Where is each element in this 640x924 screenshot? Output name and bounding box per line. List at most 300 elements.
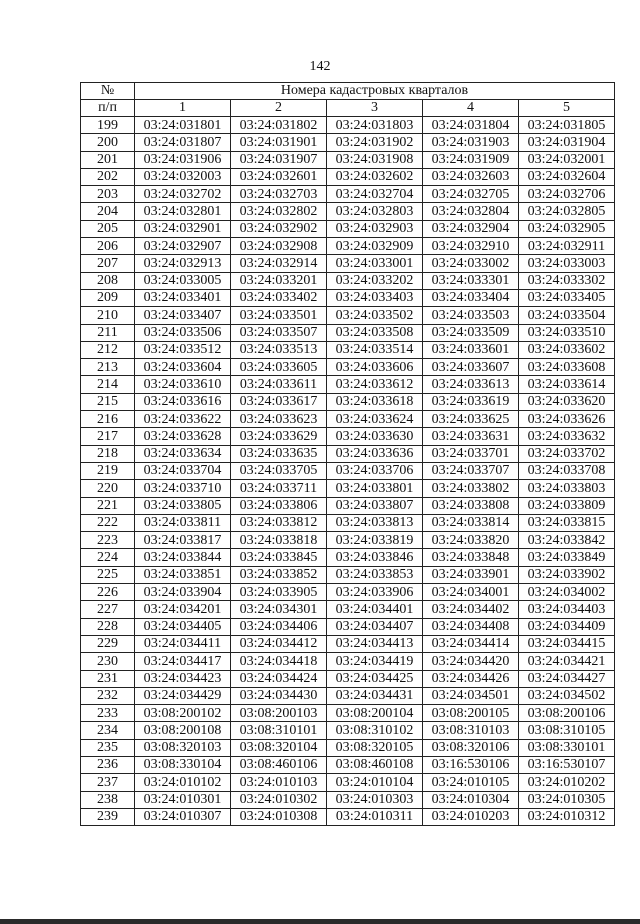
cadastral-quarter-cell: 03:24:032603 — [423, 168, 519, 185]
table-row — [81, 618, 615, 635]
table-row — [81, 514, 615, 531]
row-number: 218 — [81, 445, 135, 462]
cadastral-quarter-cell: 03:24:034412 — [231, 635, 327, 652]
cadastral-quarter-cell: 03:24:032703 — [231, 186, 327, 203]
cadastral-quarter-cell: 03:24:033805 — [135, 497, 231, 514]
table-row — [81, 722, 615, 739]
cadastral-quarter-cell: 03:24:033401 — [135, 289, 231, 306]
table-row — [81, 117, 615, 134]
cadastral-quarter-cell: 03:24:031805 — [519, 117, 615, 134]
cadastral-quarter-cell: 03:24:033508 — [327, 324, 423, 341]
cadastral-quarter-cell: 03:24:033819 — [327, 532, 423, 549]
cadastral-quarter-cell: 03:24:033636 — [327, 445, 423, 462]
table-row — [81, 220, 615, 237]
cadastral-quarter-cell: 03:24:032803 — [327, 203, 423, 220]
table-row — [81, 445, 615, 462]
row-number: 201 — [81, 151, 135, 168]
cadastral-quarter-cell: 03:24:033815 — [519, 514, 615, 531]
cadastral-quarter-cell: 03:24:010311 — [327, 808, 423, 825]
cadastral-quarter-cell: 03:24:033707 — [423, 462, 519, 479]
cadastral-quarter-cell: 03:08:310105 — [519, 722, 615, 739]
cadastral-quarter-cell: 03:24:033513 — [231, 341, 327, 358]
row-number: 222 — [81, 514, 135, 531]
cadastral-quarter-cell: 03:24:033631 — [423, 428, 519, 445]
cadastral-quarter-cell: 03:24:034423 — [135, 670, 231, 687]
cadastral-quarter-cell: 03:24:010307 — [135, 808, 231, 825]
cadastral-quarter-cell: 03:24:033708 — [519, 462, 615, 479]
cadastral-quarter-cell: 03:24:033701 — [423, 445, 519, 462]
cadastral-quarter-cell: 03:24:010312 — [519, 808, 615, 825]
table-row — [81, 272, 615, 289]
cadastral-quarter-cell: 03:24:033512 — [135, 341, 231, 358]
table-row — [81, 532, 615, 549]
cadastral-quarter-cell: 03:08:320104 — [231, 739, 327, 756]
table-row — [81, 566, 615, 583]
cadastral-quarter-cell: 03:24:033502 — [327, 307, 423, 324]
cadastral-quarter-cell: 03:24:033626 — [519, 411, 615, 428]
row-number: 229 — [81, 635, 135, 652]
cadastral-quarter-cell: 03:24:031803 — [327, 117, 423, 134]
cadastral-quarter-cell: 03:24:033814 — [423, 514, 519, 531]
cadastral-quarter-cell: 03:24:034002 — [519, 584, 615, 601]
row-number: 206 — [81, 238, 135, 255]
cadastral-quarter-cell: 03:24:034430 — [231, 687, 327, 704]
cadastral-quarter-cell: 03:24:033619 — [423, 393, 519, 410]
cadastral-quarter-cell: 03:24:032910 — [423, 238, 519, 255]
cadastral-quarter-cell: 03:24:033501 — [231, 307, 327, 324]
cadastral-quarter-cell: 03:24:034427 — [519, 670, 615, 687]
cadastral-quarter-cell: 03:24:031909 — [423, 151, 519, 168]
cadastral-quarter-cell: 03:24:034405 — [135, 618, 231, 635]
cadastral-quarter-cell: 03:24:033622 — [135, 411, 231, 428]
cadastral-quarter-cell: 03:24:033507 — [231, 324, 327, 341]
cadastral-quarter-cell: 03:24:033623 — [231, 411, 327, 428]
cadastral-quarter-cell: 03:24:032706 — [519, 186, 615, 203]
cadastral-quarter-cell: 03:24:033702 — [519, 445, 615, 462]
cadastral-quarter-cell: 03:24:010302 — [231, 791, 327, 808]
cadastral-quarter-cell: 03:24:033801 — [327, 480, 423, 497]
cadastral-quarter-cell: 03:24:032001 — [519, 151, 615, 168]
row-number: 224 — [81, 549, 135, 566]
row-number: 231 — [81, 670, 135, 687]
row-number: 209 — [81, 289, 135, 306]
cadastral-quarter-cell: 03:24:032604 — [519, 168, 615, 185]
cadastral-quarter-cell: 03:24:032805 — [519, 203, 615, 220]
cadastral-quarter-cell: 03:24:034417 — [135, 653, 231, 670]
cadastral-quarter-cell: 03:24:010103 — [231, 774, 327, 791]
cadastral-quarter-cell: 03:24:031802 — [231, 117, 327, 134]
header-number-bottom: п/п — [81, 100, 135, 117]
cadastral-quarter-cell: 03:24:033402 — [231, 289, 327, 306]
cadastral-quarter-cell: 03:24:032914 — [231, 255, 327, 272]
cadastral-quarter-cell: 03:24:034414 — [423, 635, 519, 652]
cadastral-quarter-cell: 03:24:033617 — [231, 393, 327, 410]
row-number: 220 — [81, 480, 135, 497]
cadastral-quarter-cell: 03:24:010304 — [423, 791, 519, 808]
header-number-top: № — [81, 83, 135, 100]
table-row — [81, 411, 615, 428]
cadastral-quarter-cell: 03:24:031906 — [135, 151, 231, 168]
cadastral-quarter-cell: 03:24:034502 — [519, 687, 615, 704]
cadastral-quarter-cell: 03:24:033407 — [135, 307, 231, 324]
table-row — [81, 462, 615, 479]
cadastral-quarter-cell: 03:24:034421 — [519, 653, 615, 670]
cadastral-quarter-cell: 03:24:034429 — [135, 687, 231, 704]
cadastral-quarter-cell: 03:24:033613 — [423, 376, 519, 393]
cadastral-quarter-cell: 03:24:033614 — [519, 376, 615, 393]
cadastral-quarter-cell: 03:24:034424 — [231, 670, 327, 687]
row-number: 236 — [81, 756, 135, 773]
cadastral-quarter-cell: 03:24:033812 — [231, 514, 327, 531]
cadastral-quarter-cell: 03:24:032904 — [423, 220, 519, 237]
cadastral-quarter-cell: 03:24:032801 — [135, 203, 231, 220]
row-number: 228 — [81, 618, 135, 635]
table-body — [81, 117, 615, 826]
cadastral-quarter-cell: 03:24:033817 — [135, 532, 231, 549]
cadastral-quarter-cell: 03:24:010303 — [327, 791, 423, 808]
table-header — [81, 83, 615, 117]
cadastral-quarter-cell: 03:24:033901 — [423, 566, 519, 583]
cadastral-quarter-cell: 03:24:031907 — [231, 151, 327, 168]
cadastral-quarter-cell: 03:24:033504 — [519, 307, 615, 324]
cadastral-quarter-cell: 03:24:032905 — [519, 220, 615, 237]
cadastral-quarter-cell: 03:08:460108 — [327, 756, 423, 773]
cadastral-quarter-cell: 03:24:033616 — [135, 393, 231, 410]
cadastral-quarter-cell: 03:08:200103 — [231, 705, 327, 722]
cadastral-quarter-cell: 03:24:034406 — [231, 618, 327, 635]
cadastral-quarter-cell: 03:24:034431 — [327, 687, 423, 704]
row-number: 214 — [81, 376, 135, 393]
cadastral-quarter-cell: 03:24:033605 — [231, 359, 327, 376]
cadastral-quarter-cell: 03:24:032902 — [231, 220, 327, 237]
cadastral-quarter-cell: 03:08:460106 — [231, 756, 327, 773]
cadastral-quarter-cell: 03:24:033628 — [135, 428, 231, 445]
cadastral-quarter-cell: 03:24:033852 — [231, 566, 327, 583]
header-column-2: 2 — [231, 100, 327, 117]
cadastral-quarter-cell: 03:24:034426 — [423, 670, 519, 687]
cadastral-quarter-cell: 03:24:033509 — [423, 324, 519, 341]
page-number: 142 — [309, 59, 331, 74]
cadastral-quarter-cell: 03:24:034411 — [135, 635, 231, 652]
cadastral-quarter-cell: 03:24:033403 — [327, 289, 423, 306]
row-number: 215 — [81, 393, 135, 410]
cadastral-quarter-cell: 03:08:320106 — [423, 739, 519, 756]
header-group-title: Номера кадастровых кварталов — [135, 83, 615, 100]
cadastral-quarter-cell: 03:16:530107 — [519, 756, 615, 773]
header-column-3: 3 — [327, 100, 423, 117]
cadastral-quarter-cell: 03:24:033630 — [327, 428, 423, 445]
table-row — [81, 428, 615, 445]
cadastral-quarter-cell: 03:24:033820 — [423, 532, 519, 549]
row-number: 223 — [81, 532, 135, 549]
table-row — [81, 168, 615, 185]
cadastral-quarter-cell: 03:24:033808 — [423, 497, 519, 514]
row-number: 199 — [81, 117, 135, 134]
cadastral-quarter-cell: 03:24:033301 — [423, 272, 519, 289]
cadastral-quarter-cell: 03:24:033503 — [423, 307, 519, 324]
cadastral-quarter-cell: 03:24:032907 — [135, 238, 231, 255]
cadastral-quarter-cell: 03:08:330104 — [135, 756, 231, 773]
cadastral-quarter-cell: 03:08:310102 — [327, 722, 423, 739]
table-row — [81, 584, 615, 601]
row-number: 219 — [81, 462, 135, 479]
cadastral-quarter-cell: 03:24:033904 — [135, 584, 231, 601]
table-row — [81, 635, 615, 652]
table-row — [81, 756, 615, 773]
cadastral-quarter-cell: 03:24:034413 — [327, 635, 423, 652]
cadastral-quarter-cell: 03:24:010305 — [519, 791, 615, 808]
table-row — [81, 808, 615, 825]
table-row — [81, 324, 615, 341]
cadastral-quarter-cell: 03:08:200108 — [135, 722, 231, 739]
header-column-5: 5 — [519, 100, 615, 117]
cadastral-quarter-cell: 03:24:034409 — [519, 618, 615, 635]
cadastral-quarter-cell: 03:24:032903 — [327, 220, 423, 237]
cadastral-quarter-cell: 03:24:031903 — [423, 134, 519, 151]
cadastral-quarter-cell: 03:24:033706 — [327, 462, 423, 479]
cadastral-quarter-cell: 03:24:033005 — [135, 272, 231, 289]
cadastral-quarter-cell: 03:24:033625 — [423, 411, 519, 428]
row-number: 239 — [81, 808, 135, 825]
row-number: 212 — [81, 341, 135, 358]
row-number: 234 — [81, 722, 135, 739]
cadastral-quarter-cell: 03:24:034301 — [231, 601, 327, 618]
row-number: 211 — [81, 324, 135, 341]
cadastral-quarter-cell: 03:24:033514 — [327, 341, 423, 358]
cadastral-quarter-cell: 03:16:530106 — [423, 756, 519, 773]
cadastral-quarter-cell: 03:24:034402 — [423, 601, 519, 618]
cadastral-quarter-cell: 03:24:033704 — [135, 462, 231, 479]
cadastral-quarter-cell: 03:24:032704 — [327, 186, 423, 203]
cadastral-quarter-cell: 03:24:033813 — [327, 514, 423, 531]
cadastral-quarter-cell: 03:24:034201 — [135, 601, 231, 618]
cadastral-quarter-cell: 03:24:032003 — [135, 168, 231, 185]
cadastral-quarter-cell: 03:24:033802 — [423, 480, 519, 497]
table-row — [81, 203, 615, 220]
row-number: 200 — [81, 134, 135, 151]
cadastral-quarter-cell: 03:24:033506 — [135, 324, 231, 341]
cadastral-quarter-cell: 03:24:034001 — [423, 584, 519, 601]
cadastral-quarter-cell: 03:24:033601 — [423, 341, 519, 358]
cadastral-quarter-cell: 03:24:010102 — [135, 774, 231, 791]
cadastral-quarter-cell: 03:24:010105 — [423, 774, 519, 791]
table-row — [81, 186, 615, 203]
cadastral-quarter-cell: 03:24:033604 — [135, 359, 231, 376]
cadastral-quarter-cell: 03:24:034407 — [327, 618, 423, 635]
row-number: 221 — [81, 497, 135, 514]
table-row — [81, 393, 615, 410]
row-number: 210 — [81, 307, 135, 324]
cadastral-quarter-cell: 03:24:034425 — [327, 670, 423, 687]
row-number: 207 — [81, 255, 135, 272]
cadastral-quarter-cell: 03:24:034418 — [231, 653, 327, 670]
cadastral-quarter-cell: 03:24:032601 — [231, 168, 327, 185]
table-row — [81, 307, 615, 324]
cadastral-quarter-cell: 03:24:033853 — [327, 566, 423, 583]
row-number: 238 — [81, 791, 135, 808]
cadastral-quarter-cell: 03:24:010308 — [231, 808, 327, 825]
row-number: 235 — [81, 739, 135, 756]
cadastral-quarter-cell: 03:24:033611 — [231, 376, 327, 393]
cadastral-quarter-cell: 03:24:032909 — [327, 238, 423, 255]
cadastral-quarter-cell: 03:24:032802 — [231, 203, 327, 220]
cadastral-quarter-cell: 03:24:031807 — [135, 134, 231, 151]
cadastral-quarter-cell: 03:24:034408 — [423, 618, 519, 635]
table-row — [81, 255, 615, 272]
cadastral-quarter-cell: 03:08:200105 — [423, 705, 519, 722]
cadastral-quarter-cell: 03:24:033620 — [519, 393, 615, 410]
cadastral-quarter-cell: 03:24:010301 — [135, 791, 231, 808]
table-row — [81, 774, 615, 791]
cadastral-quarter-cell: 03:24:032702 — [135, 186, 231, 203]
cadastral-quarter-cell: 03:24:032602 — [327, 168, 423, 185]
cadastral-quarter-cell: 03:08:200104 — [327, 705, 423, 722]
cadastral-quarter-cell: 03:24:033629 — [231, 428, 327, 445]
row-number: 225 — [81, 566, 135, 583]
cadastral-quarter-cell: 03:24:033612 — [327, 376, 423, 393]
cadastral-quarter-cell: 03:24:031904 — [519, 134, 615, 151]
cadastral-quarter-cell: 03:24:033849 — [519, 549, 615, 566]
cadastral-quarter-cell: 03:24:033848 — [423, 549, 519, 566]
row-number: 203 — [81, 186, 135, 203]
cadastral-quarter-cell: 03:24:033811 — [135, 514, 231, 531]
table-row — [81, 134, 615, 151]
table-row — [81, 791, 615, 808]
table-row — [81, 739, 615, 756]
cadastral-quarter-cell: 03:24:033809 — [519, 497, 615, 514]
cadastral-quarter-cell: 03:24:033632 — [519, 428, 615, 445]
table-row — [81, 653, 615, 670]
cadastral-quarter-cell: 03:24:010203 — [423, 808, 519, 825]
cadastral-quarter-cell: 03:08:310103 — [423, 722, 519, 739]
cadastral-quarter-cell: 03:24:033851 — [135, 566, 231, 583]
table-row — [81, 238, 615, 255]
cadastral-quarter-cell: 03:24:010202 — [519, 774, 615, 791]
cadastral-quarter-cell: 03:24:031902 — [327, 134, 423, 151]
cadastral-quarter-cell: 03:08:320105 — [327, 739, 423, 756]
table-row — [81, 497, 615, 514]
cadastral-quarter-cell: 03:24:033711 — [231, 480, 327, 497]
table-row — [81, 705, 615, 722]
row-number: 233 — [81, 705, 135, 722]
cadastral-quarter-cell: 03:24:031901 — [231, 134, 327, 151]
cadastral-quarter-cell: 03:24:033803 — [519, 480, 615, 497]
cadastral-quarter-cell: 03:24:032913 — [135, 255, 231, 272]
cadastral-quarter-cell: 03:24:033806 — [231, 497, 327, 514]
cadastral-quarter-cell: 03:24:010104 — [327, 774, 423, 791]
cadastral-quarter-cell: 03:24:032908 — [231, 238, 327, 255]
cadastral-quarter-cell: 03:24:033001 — [327, 255, 423, 272]
table-row — [81, 376, 615, 393]
cadastral-quarter-cell: 03:24:033302 — [519, 272, 615, 289]
row-number: 216 — [81, 411, 135, 428]
cadastral-quarter-cell: 03:24:031908 — [327, 151, 423, 168]
cadastral-quarter-cell: 03:24:033405 — [519, 289, 615, 306]
table-row — [81, 289, 615, 306]
cadastral-quarter-cell: 03:24:033404 — [423, 289, 519, 306]
cadastral-quarter-cell: 03:08:310101 — [231, 722, 327, 739]
cadastral-quarter-cell: 03:24:033624 — [327, 411, 423, 428]
table-row — [81, 670, 615, 687]
cadastral-quarter-cell: 03:24:032705 — [423, 186, 519, 203]
cadastral-quarter-cell: 03:24:033906 — [327, 584, 423, 601]
cadastral-quarter-cell: 03:24:033607 — [423, 359, 519, 376]
cadastral-quarter-cell: 03:08:330101 — [519, 739, 615, 756]
cadastral-quarter-cell: 03:24:033602 — [519, 341, 615, 358]
row-number: 205 — [81, 220, 135, 237]
cadastral-quarter-cell: 03:24:033606 — [327, 359, 423, 376]
cadastral-quarter-cell: 03:24:033710 — [135, 480, 231, 497]
cadastral-quarter-cell: 03:24:033818 — [231, 532, 327, 549]
cadastral-quarter-cell: 03:24:031804 — [423, 117, 519, 134]
header-column-4: 4 — [423, 100, 519, 117]
row-number: 208 — [81, 272, 135, 289]
cadastral-quarter-cell: 03:24:032804 — [423, 203, 519, 220]
cadastral-quarter-cell: 03:24:033846 — [327, 549, 423, 566]
row-number: 230 — [81, 653, 135, 670]
row-number: 213 — [81, 359, 135, 376]
table-row — [81, 480, 615, 497]
table-row — [81, 687, 615, 704]
cadastral-quarter-cell: 03:24:033844 — [135, 549, 231, 566]
table-row — [81, 601, 615, 618]
row-number: 202 — [81, 168, 135, 185]
cadastral-quarter-cell: 03:24:033510 — [519, 324, 615, 341]
cadastral-quarter-cell: 03:24:033705 — [231, 462, 327, 479]
row-number: 204 — [81, 203, 135, 220]
cadastral-quarter-cell: 03:24:033845 — [231, 549, 327, 566]
cadastral-quarters-table — [80, 82, 615, 826]
cadastral-quarter-cell: 03:24:033807 — [327, 497, 423, 514]
row-number: 232 — [81, 687, 135, 704]
cadastral-quarter-cell: 03:24:033610 — [135, 376, 231, 393]
table-row — [81, 549, 615, 566]
cadastral-quarter-cell: 03:24:032901 — [135, 220, 231, 237]
cadastral-quarter-cell: 03:24:034415 — [519, 635, 615, 652]
scan-bottom-edge — [0, 919, 640, 924]
cadastral-quarter-cell: 03:24:033003 — [519, 255, 615, 272]
cadastral-quarter-cell: 03:24:032911 — [519, 238, 615, 255]
cadastral-quarter-cell: 03:24:033905 — [231, 584, 327, 601]
cadastral-quarter-cell: 03:08:200102 — [135, 705, 231, 722]
cadastral-quarter-cell: 03:24:034401 — [327, 601, 423, 618]
cadastral-quarter-cell: 03:24:031801 — [135, 117, 231, 134]
table-row — [81, 341, 615, 358]
cadastral-quarter-cell: 03:24:033608 — [519, 359, 615, 376]
cadastral-quarter-cell: 03:24:034420 — [423, 653, 519, 670]
table-row — [81, 359, 615, 376]
cadastral-quarter-cell: 03:24:033002 — [423, 255, 519, 272]
cadastral-quarter-cell: 03:24:034501 — [423, 687, 519, 704]
cadastral-quarter-cell: 03:24:033635 — [231, 445, 327, 462]
cadastral-quarter-cell: 03:24:033634 — [135, 445, 231, 462]
row-number: 217 — [81, 428, 135, 445]
cadastral-quarter-cell: 03:08:320103 — [135, 739, 231, 756]
header-column-1: 1 — [135, 100, 231, 117]
cadastral-quarter-cell: 03:24:034403 — [519, 601, 615, 618]
row-number: 226 — [81, 584, 135, 601]
cadastral-quarter-cell: 03:24:033842 — [519, 532, 615, 549]
cadastral-quarter-cell: 03:24:033902 — [519, 566, 615, 583]
table-row — [81, 151, 615, 168]
row-number: 227 — [81, 601, 135, 618]
cadastral-quarter-cell: 03:24:034419 — [327, 653, 423, 670]
cadastral-quarter-cell: 03:24:033618 — [327, 393, 423, 410]
cadastral-quarter-cell: 03:24:033201 — [231, 272, 327, 289]
row-number: 237 — [81, 774, 135, 791]
cadastral-quarter-cell: 03:24:033202 — [327, 272, 423, 289]
cadastral-quarter-cell: 03:08:200106 — [519, 705, 615, 722]
